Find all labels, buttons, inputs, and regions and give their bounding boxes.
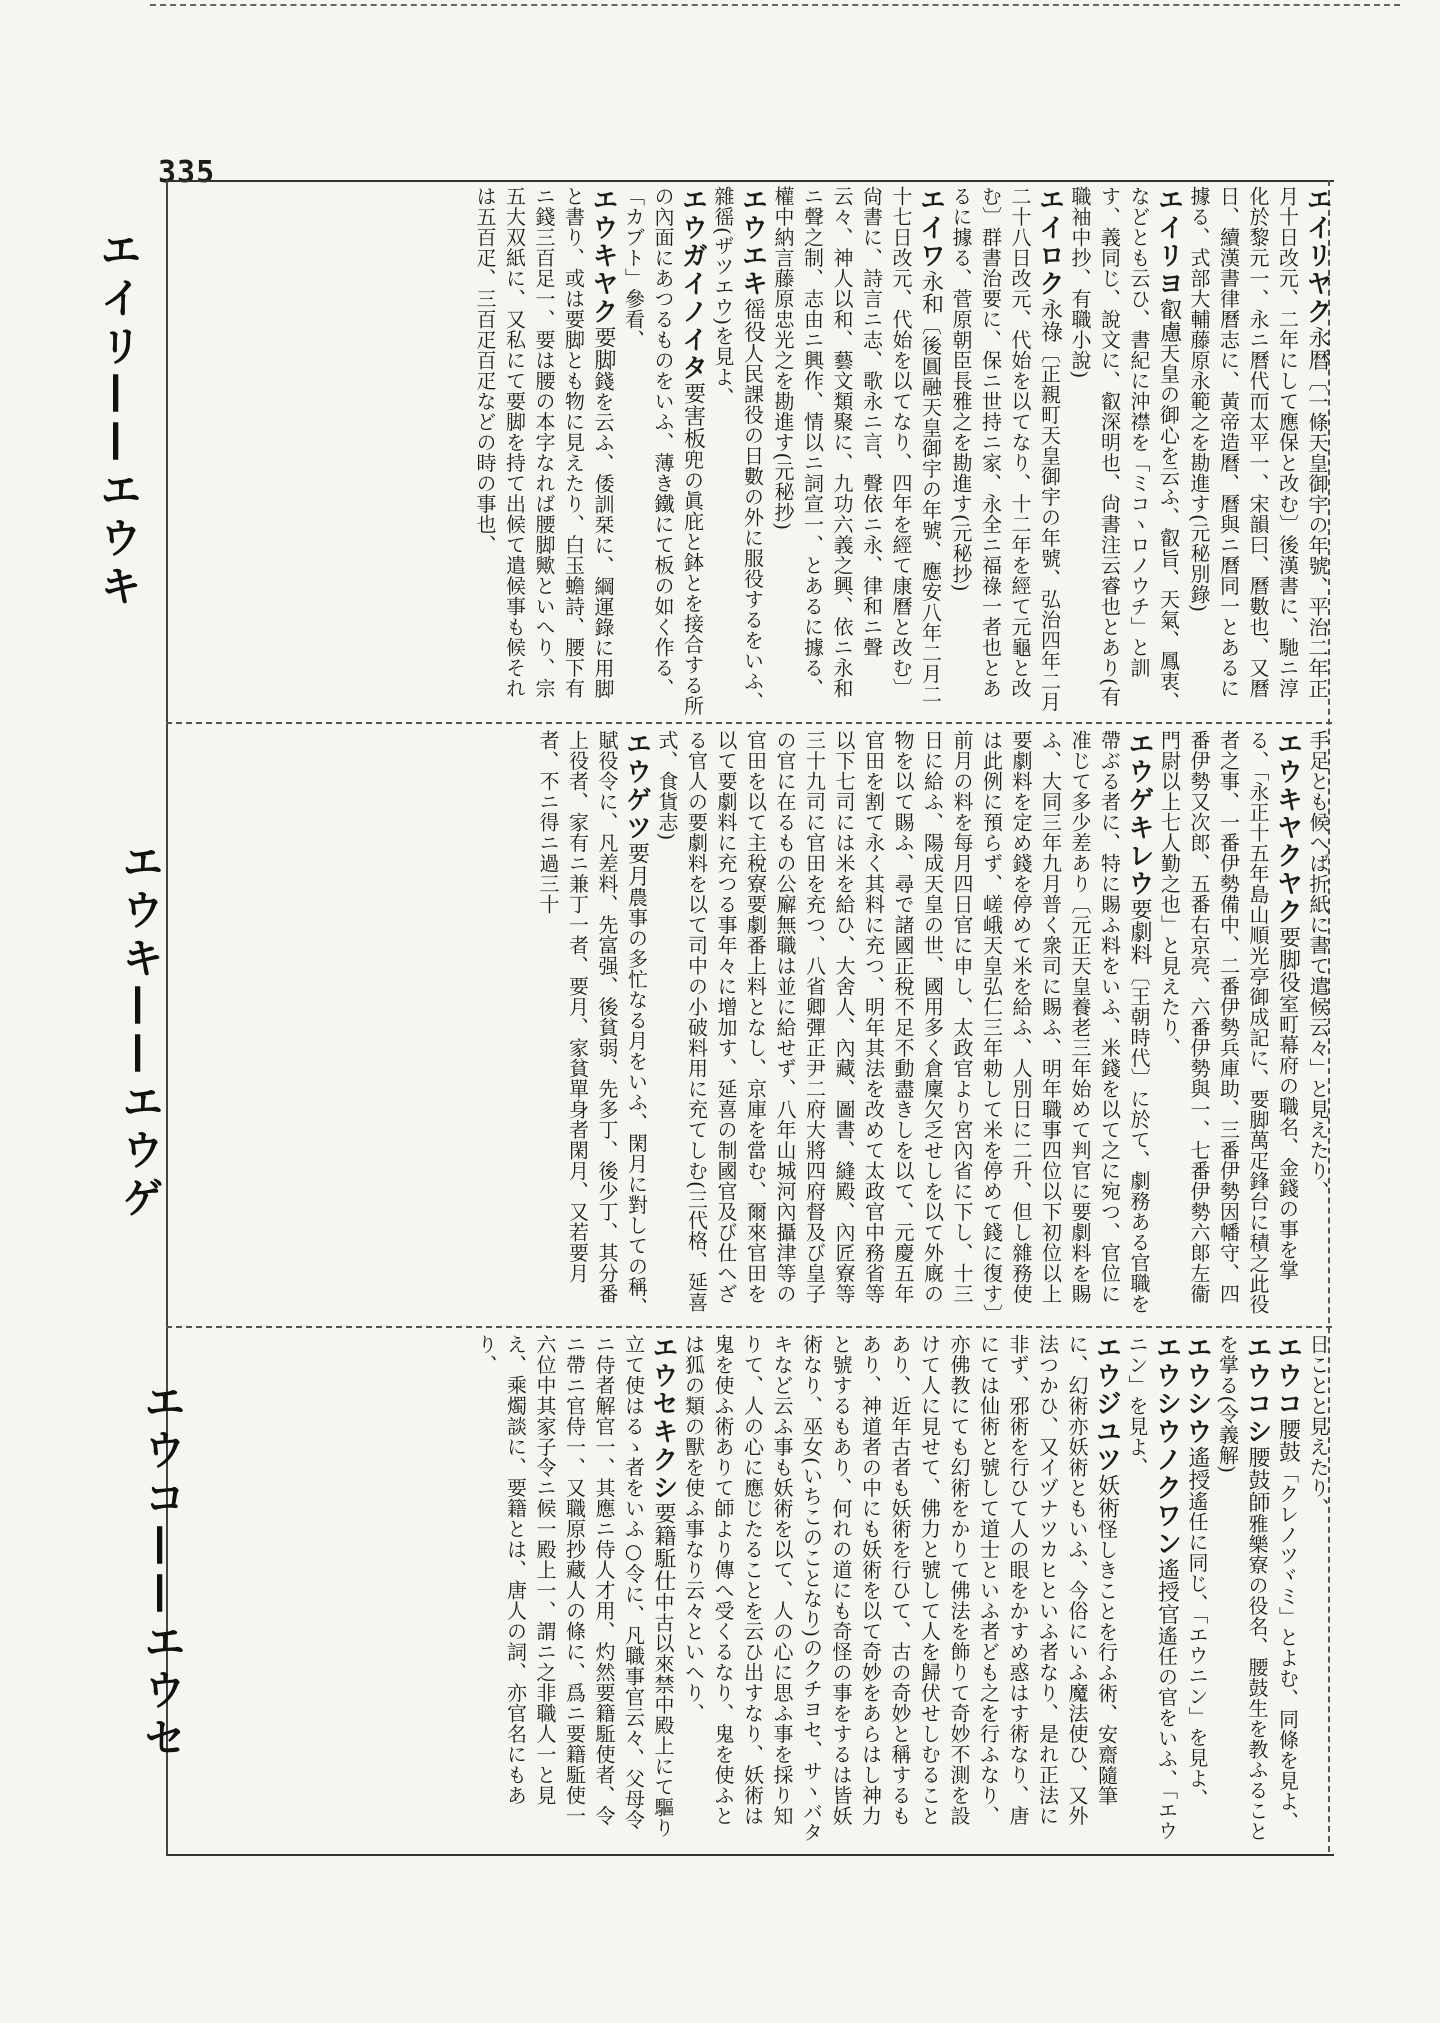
dictionary-entry [1272, 1334, 1303, 1846]
dictionary-entry [708, 186, 768, 716]
entry-kanji: 遙授 [1185, 1446, 1210, 1491]
dictionary-entry [1154, 730, 1303, 1320]
text-band-bottom [182, 1334, 1332, 1846]
entry-kanji: 妖術 [1094, 1474, 1120, 1519]
entry-kanji: 腰鼓師 [1245, 1446, 1270, 1514]
dictionary-entry [1212, 1334, 1272, 1846]
entry-kanji: 腰鼓 [1275, 1418, 1301, 1463]
entry-kanji: 徭役 [740, 298, 766, 343]
entry-headword: エウガイノイタ [677, 186, 708, 382]
entry-text: 怪しきことを行ふ術、安齋隨筆に、幻術亦妖術ともいふ、今俗にいふ魔法使ひ、又外法つかひ、又イヅナツカヒといふ者なり、是れ正法に非ず、邪術を行ひて人の眼をかすめ惑はす術なり、唐にては仙術と號して道士といふ者ども之を行ふなり、亦佛教にても幻術をかりて佛法を飾りて奇妙不測を設けて人に見せて、佛力と號して人を歸伏せしむることあり、近年古者も妖術を行ひて、古の奇妙と稱するもあり、神道者の中にも妖術を以て奇妙をあらはし神力と號するもあり、何れの道にも奇怪の事をするは皆妖術なり、巫女(いちこのことなり)のクチヨセ、サヽバタキなど云ふ事も妖術を以て、人の心に思ふ事を採り知りて、人の心に應じたることを云ひ出すなり、妖術は鬼を使ふ術ありて師より傳へ受くるなり、鬼を使ふとは狐の類の獸を使ふ事なり云々といへり、 [681, 1334, 1119, 1843]
entry-headword: エイリヤク [1302, 186, 1332, 326]
entry-text: 中古以來禁中殿上にて驅り立て使はるゝ者をいふ○令に、凡職事官云々、父母令ニ侍者解官一、其應ニ侍人才用、灼然要籍駈使者、令ニ帶ニ官侍一、又職原抄藏人の條に、爲ニ要籍駈使一六位中其家子令ニ候一殿上一、謂ニ之非職人一と見え、乘燭談に、要籍とは、唐人の詞、亦官名にもあり、 [474, 1334, 675, 1838]
page-top-edge [150, 4, 1400, 6]
dictionary-entry [618, 186, 708, 716]
entry-headword: エウセキクシ [648, 1334, 678, 1502]
entry-headword: エウシウノクワン [1151, 1334, 1182, 1558]
dictionary-entry [1303, 1334, 1333, 1846]
entry-kanji: 要害板 [680, 382, 706, 450]
entry-text: 天皇の御心を云ふ、叡旨、天氣、鳳衷、などとも云ひ、書紀に沖襟を「ミコヽロノウチ」と訓す、義同じ、說文に、叡深明也、尙書注云睿也とあり(有職袖中抄、有職小說) [1068, 186, 1181, 712]
entry-headword: エウエキ [737, 186, 768, 298]
entry-text: 〔一條天皇御宇の年號、平治二年正月十日改元、二年にして應保と改む〕後漢書に、馳ニ淳化於黎元一、永ニ曆代而太平一、宋韻曰、曆數也、又曆日、續漢書律曆志に、黃帝造曆、曆與ニ曆同一とあるに據る、式部大輔藤原永範之を勘進す(元秘別錄) [1187, 186, 1329, 699]
entry-kanji: 要脚役 [1275, 926, 1301, 994]
entry-headword: エウキヤクヤク [1272, 730, 1303, 926]
text-band-middle [182, 730, 1332, 1320]
entry-headword: エウゲキレウ [1124, 730, 1154, 898]
dictionary-entry [1065, 186, 1184, 716]
entry-text: 遙任に同じ、「エウニン」を見よ、 [1185, 1491, 1209, 1809]
entry-headword: エイワ [915, 186, 946, 270]
dictionary-entry [1184, 186, 1333, 716]
entry-headword: エウジユツ [1091, 1334, 1122, 1474]
entry-text: 〔正親町天皇御宇の年號、弘治四年二月二十八日改元、代始を以てなり、十二年を經て元龜と改む〕群書治要に、保ニ世持ニ家、永全ニ福祿一者也とあるに據る、菅原朝臣長雅之を勘進す(元秘抄) [949, 186, 1062, 712]
entry-kanji: 要脚 [591, 326, 616, 371]
entry-text: 〔王朝時代〕に於て、劇務ある官職を帶ぶる者に、特に賜ふ料をいふ、米錢を以て之に宛つ、官位に准じて多少差あり〔元正天皇養老三年始めて判官に要劇料を賜ふ、大同三年九月普く衆司に賜ふ、明年職事四位以下初位以上要劇料を定め錢を停めて米を給ふ、人別日に二升、但し雜務使は此例に預らず、嵯峨天皇弘仁三年勅して米を停めて錢に復す〕前月の料を每月四日官に申し、太政官より宮內省に下し、十三日に給ふ、陽成天皇の世、國用多く倉廩欠乏せしを以て外廐の物を以て賜ふ、尋で諸國正稅不足不動盡きしを以て、元慶五年官田を割て永く其料に充つ、明年其法を改めて太政官中務省等以下七司には米を給ひ、大舍人、內藏、圖書、縫殿、內匠寮等三十九司に官田を充つ、八省卿彈正尹二府大將四府督及び皇子の官に在るもの公廨無職は並に給せず、八年山城河內攝津等の官田を以て主稅寮要劇番上料となし、京庫を當む、爾來官田を以て要劇料に充つる事年々に增加す、延喜の制國官及び仕へざる官人の要劇料を以て司中の小破料用に充てしむ(三代格、延喜式、食貨志) [655, 730, 1151, 1315]
dictionary-entry [470, 186, 619, 716]
running-head-1: エイリ——エウキ [94, 228, 143, 612]
dictionary-entry [1122, 1334, 1182, 1846]
dictionary-entry [471, 1334, 679, 1846]
dictionary-entry [1303, 730, 1333, 1320]
entry-kanji: 要籍駈仕 [651, 1502, 676, 1592]
entry-kanji: 遙授官 [1154, 1558, 1180, 1626]
band-divider-1 [166, 722, 1332, 724]
entry-text: 錢を云ふ、倭訓栞に、綱運錄に用脚と書り、或は要脚とも物に見えたり、白玉蟾詩、腰下有ニ錢三百足一、要は腰の本字なれば腰脚歟といへり、宗五大双紙に、又私にて要脚を持て出候て遣候事も候それは五百疋、三百疋百疋などの時の事也、 [473, 186, 615, 699]
entry-text: 雅樂寮の役名、腰鼓生を教ふることを掌る(令義解) [1215, 1334, 1269, 1842]
entry-kanji: 要劇料 [1127, 898, 1152, 966]
entry-kanji: 要月 [624, 842, 650, 887]
entry-text: 〔後圓融天皇御宇の年號、應安八年二月二十七日改元、代始を以てなり、四年を經て康曆と改む〕尙書に、詩言ニ志、歌永ニ言、聲依ニ永、律和ニ聲云々、神人以和、藝文類聚に、九功六義之興、依ニ永和ニ聲之制、志由ニ興作、情以ニ詞宣一、とあるに據る、權中納言藤原忠光之を勘進す(元秘抄) [771, 186, 943, 705]
entry-headword: エウゲツ [621, 730, 652, 842]
entry-text: 人民課役の日數の外に服役するをいふ、雜徭(ザツエウ)を見よ、 [711, 186, 765, 712]
text-band-top [182, 186, 1332, 716]
dictionary-entry [946, 186, 1065, 716]
entry-text: 日ことと見えたり、 [1306, 1334, 1330, 1519]
band-divider-2 [166, 1326, 1332, 1328]
running-head-2: エウキ——エウゲ [116, 840, 165, 1224]
dictionary-entry [768, 186, 946, 716]
entry-kanji: 永和 [918, 270, 944, 315]
entry-text: 室町幕府の職名、金錢の事を掌る、「永正十五年島山順光亭御成記に、要脚萬疋鋒台に積之此役者之事、一番伊勢備中、二番伊勢兵庫助、三番伊勢因幡守、四番伊勢又次郎、五番右京亮、六番伊勢與一、七番伊勢六郞左衞門尉以上七人勤之也」と見えたり、 [1157, 730, 1300, 1315]
entry-text: 農事の多忙なる月をいふ、閑月に對しての稱、賦役令に、凡差料、先富强、後貧弱、先多丁、後少丁、其分番上役者、家有ニ兼丁一者、要月、家貧單身者閑月、又若要月者、不ニ得ニ過三十 [536, 730, 649, 1318]
entry-headword: エウコ [1272, 1334, 1303, 1418]
entry-text: 「クレノツヾミ」とよむ、同條を見よ、 [1275, 1463, 1300, 1832]
dictionary-entry [1182, 1334, 1213, 1846]
entry-kanji: 叡慮 [1156, 298, 1182, 343]
dictionary-entry [678, 1334, 1122, 1846]
entry-headword: エイロク [1034, 186, 1065, 298]
entry-headword: エイリヨ [1153, 186, 1184, 298]
entry-kanji: 永暦 [1305, 326, 1330, 371]
entry-headword: エウキヤク [588, 186, 618, 326]
dictionary-entry [533, 730, 652, 1320]
page-number: 335 [158, 155, 216, 190]
entry-text: 兜の眞庇と鉢とを接合する所の內面にあつるものをいふ、薄き鐵にて板の如く作る、「カブト」參看、 [621, 186, 705, 716]
entry-text: 遙任の官をいふ、「エウニン」を見よ、 [1125, 1334, 1179, 1841]
entry-kanji: 永祿 [1037, 298, 1063, 343]
entry-text: 手足とも候へば折紙に書て遣候云々」と見えたり、 [1306, 730, 1330, 1202]
running-head-3: エウコ——エウセ [138, 1380, 187, 1764]
dictionary-entry [652, 730, 1155, 1320]
entry-headword: エウコシ [1242, 1334, 1272, 1446]
entry-headword: エウシウ [1182, 1334, 1212, 1446]
